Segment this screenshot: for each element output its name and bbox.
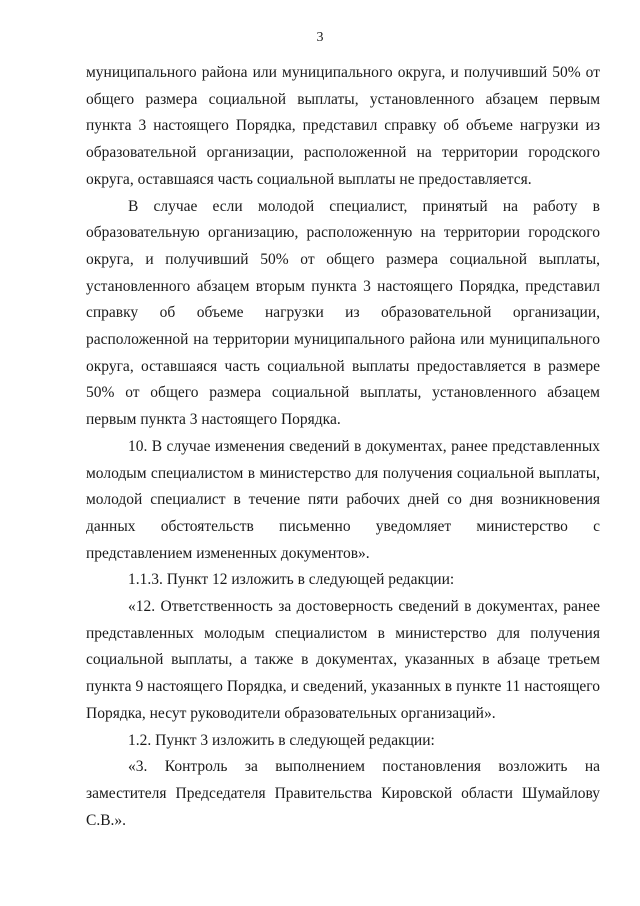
paragraph: 1.1.3. Пункт 12 изложить в следующей редакции: xyxy=(128,571,455,589)
paragraph: 10. В случае изменения сведений в документах, ранее представленных молодым специалистом в министерство для получения социальной выплаты, молодой специалист в течение пяти рабочих дней со дня возникновения данных обстоятельств письменно уведомляет министерство с представлением измененных документов». xyxy=(86,437,600,562)
paragraph: «12. Ответственность за достоверность сведений в документах, ранее представленных молодым специалистом в министерство для получения социальной выплаты, а также в документах, указанных в абзаце третьем пункта 9 настоящего Порядка, и сведений, указанных в пункте 11 настоящего Порядка, несут руководители образовательных организаций». xyxy=(86,598,600,722)
paragraph: муниципального района или муниципального округа, и получивший 50% от общего размера социальной выплаты, установленного абзацем первым пункта 3 настоящего Порядка, представил справку об объеме нагрузки из образовательной организации, расположенной на территории городского округа, оставшаяся часть социальной выплаты не предоставляется. xyxy=(86,64,600,188)
paragraph: 1.2. Пункт 3 изложить в следующей редакции: xyxy=(128,731,435,749)
page-number: 3 xyxy=(316,30,324,45)
paragraph: В случае если молодой специалист, принятый на работу в образовательную организацию, расположенную на территории городского округа, и получивший 50% от общего размера социальной выплаты, установленного абзацем вторым пункта 3 настоящего Порядка, представил справку об объеме нагрузки из образовательной организации, расположенной на территории муниципального района или муниципального округа, оставшаяся часть социальной выплаты предоставляется в размере 50% от общего размера социальной выплаты, установленного абзацем первым пункта 3 настоящего Порядка. xyxy=(86,197,600,429)
document-body xyxy=(86,60,600,834)
paragraph: «3. Контроль за выполнением постановления возложить на заместителя Председателя Правительства Кировской области Шумайлову С.В.». xyxy=(86,758,600,829)
